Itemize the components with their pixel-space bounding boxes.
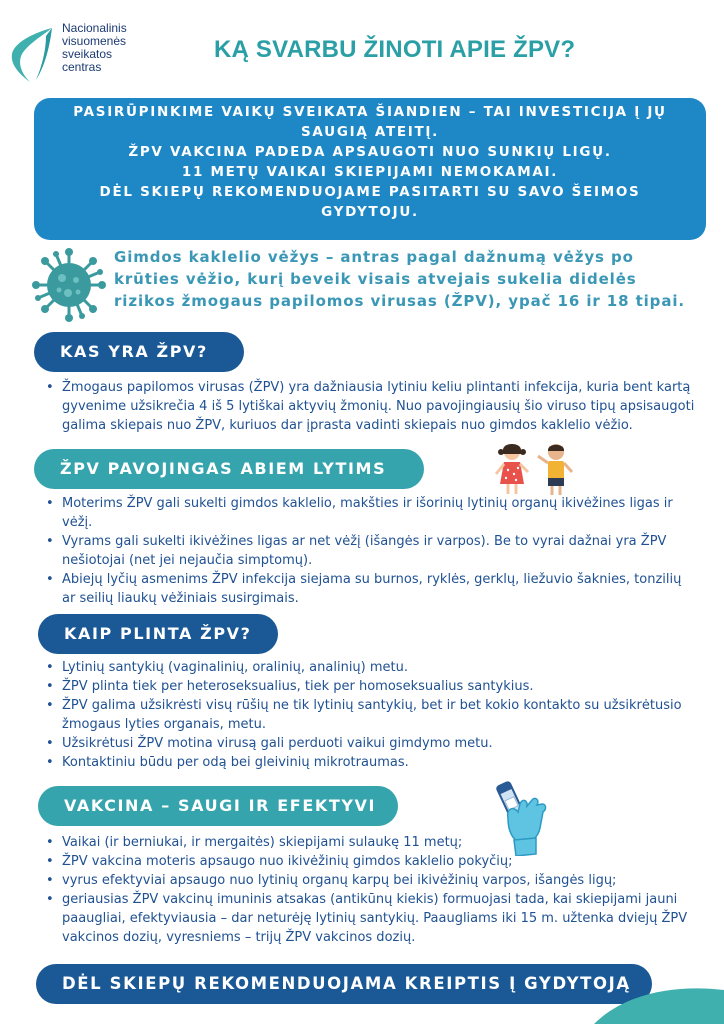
logo-line: visuomenės — [62, 34, 127, 48]
list-item — [46, 833, 706, 852]
list-item — [46, 734, 706, 753]
list-item — [46, 890, 706, 947]
list-item — [46, 871, 706, 890]
list-item — [46, 696, 706, 734]
list-item-line: vėžį. — [62, 515, 93, 530]
list-item-line: nešiotojai (net jei nejaučia simptomų). — [62, 553, 313, 568]
corner-wave-decoration — [594, 984, 724, 1024]
list-item-line: ar seilių liaukų vėžiniais susirgimais. — [62, 591, 299, 606]
logo-line: Nacionalinis — [62, 21, 127, 35]
list-item-line: gyvenime užsikrečia 4 iš 5 lytiškai aktyvių žmonių. Nuo pavojingiausių šio viruso tipų apsisaugoti — [62, 399, 695, 414]
logo-mark-icon — [6, 24, 58, 86]
logo-line: sveikatos — [62, 47, 113, 61]
page-title: KĄ SVARBU ŽINOTI APIE ŽPV? — [214, 36, 576, 63]
list-item-line: galima skiepais nuo ŽPV, kuriuos dar įprasta vadinti skiepais nuo gimdos kaklelio vėžio. — [62, 418, 633, 433]
logo-text — [62, 22, 127, 74]
banner-line: SAUGIĄ ATEITĮ. — [301, 124, 439, 140]
list-item-line: vakcinos dozių, vyresniems – trijų ŽPV vakcinos dozių. — [62, 930, 416, 945]
list-item-line: • geriausias ŽPV vakcinų imuninis atsakas (antikūnų kiekis) formuojasi tada, kai skiepijami jauni — [62, 892, 678, 907]
banner-line: 11 METŲ VAIKAI SKIEPIJAMI NEMOKAMAI. — [181, 164, 559, 180]
list-item — [46, 753, 706, 772]
section-heading-kaip-plinta: KAIP PLINTA ŽPV? — [38, 614, 278, 654]
section-list-pavojingas — [46, 494, 706, 608]
logo-line: centras — [62, 60, 102, 74]
list-item — [46, 378, 706, 435]
list-item-line: paaugliai, efektyviausia – dar neturėję lytinių santykių. Paaugliams iki 15 m. užtenka dviejų ŽPV — [62, 911, 688, 926]
banner-line: ŽPV VAKCINA PADEDA APSAUGOTI NUO SUNKIŲ LIGŲ. — [128, 144, 612, 160]
children-illustration-icon — [494, 440, 580, 498]
list-item-line: žmogaus lyties organais, metu. — [62, 717, 266, 732]
banner-line: GYDYTOJU. — [321, 204, 419, 220]
virus-icon — [32, 248, 106, 322]
list-item — [46, 532, 706, 570]
list-item-line: • Moterims ŽPV gali sukelti gimdos kaklelio, makšties ir išorinių lytinių organų ikivėžines ligas ir — [62, 496, 673, 511]
list-item-line: • Vyrams gali sukelti ikivėžines ligas ar net vėžį (išangės ir varpos). Be to vyrai dažnai yra ŽPV — [62, 534, 667, 549]
banner-line: PASIRŪPINKIME VAIKŲ SVEIKATA ŠIANDIEN – TAI INVESTICIJA Į JŲ — [73, 104, 667, 120]
section-list-kas-yra — [46, 378, 706, 435]
section-heading-kas-yra: KAS YRA ŽPV? — [34, 332, 244, 372]
list-item-line: • vyrus efektyviai apsaugo nuo lytinių organų karpų bei ikivėžinių varpos, išangės ligų; — [62, 873, 617, 888]
intro-line: Gimdos kaklelio vėžys – antras pagal dažnumą vėžys po — [114, 248, 634, 266]
intro-text — [114, 246, 714, 312]
list-item-line: • ŽPV plinta tiek per heteroseksualius, tiek per homoseksualius santykius. — [62, 679, 534, 694]
list-item-line: • Kontaktiniu būdu per odą bei gleivinių mikrotraumas. — [62, 755, 409, 770]
list-item-line: • Užsikrėtusi ŽPV motina virusą gali perduoti vaikui gimdymo metu. — [62, 736, 493, 751]
logo — [6, 18, 156, 90]
list-item-line: • Žmogaus papilomos virusas (ŽPV) yra dažniausia lytiniu keliu plintanti infekcija, kuria bent kartą — [62, 380, 691, 395]
list-item — [46, 658, 706, 677]
info-banner — [34, 98, 706, 240]
list-item — [46, 570, 706, 608]
section-list-kaip-plinta — [46, 658, 706, 772]
banner-line: DĖL SKIEPŲ REKOMENDUOJAME PASITARTI SU SAVO ŠEIMOS — [99, 184, 641, 200]
list-item-line: • Lytinių santykių (vaginalinių, oralinių, analinių) metu. — [62, 660, 408, 675]
section-list-vakcina — [46, 833, 706, 947]
list-item-line: • Abiejų lyčių asmenims ŽPV infekcija siejama su burnos, ryklės, gerklų, liežuvio šaknies, tonzilių — [62, 572, 682, 587]
list-item — [46, 494, 706, 532]
intro-line: krūties vėžio, kurį beveik visais atvejais sukelia didelės — [114, 270, 637, 288]
list-item — [46, 852, 706, 871]
footer-banner: DĖL SKIEPŲ REKOMENDUOJAMA KREIPTIS Į GYDYTOJĄ — [36, 964, 652, 1004]
intro-line: rizikos žmogaus papilomos virusas (ŽPV), ypač 16 ir 18 tipai. — [114, 292, 685, 310]
list-item-line: • Vaikai (ir berniukai, ir mergaitės) skiepijami sulaukę 11 metų; — [62, 835, 463, 850]
section-heading-pavojingas: ŽPV PAVOJINGAS ABIEM LYTIMS — [34, 449, 424, 489]
section-heading-vakcina: VAKCINA – SAUGI IR EFEKTYVI — [38, 786, 398, 826]
list-item-line: • ŽPV vakcina moteris apsaugo nuo ikivėžinių gimdos kaklelio pokyčių; — [62, 854, 513, 869]
list-item-line: • ŽPV galima užsikrėsti visų rūšių ne tik lytinių santykių, bet ir bet kokio kontakto su užsikrėtusio — [62, 698, 682, 713]
list-item — [46, 677, 706, 696]
